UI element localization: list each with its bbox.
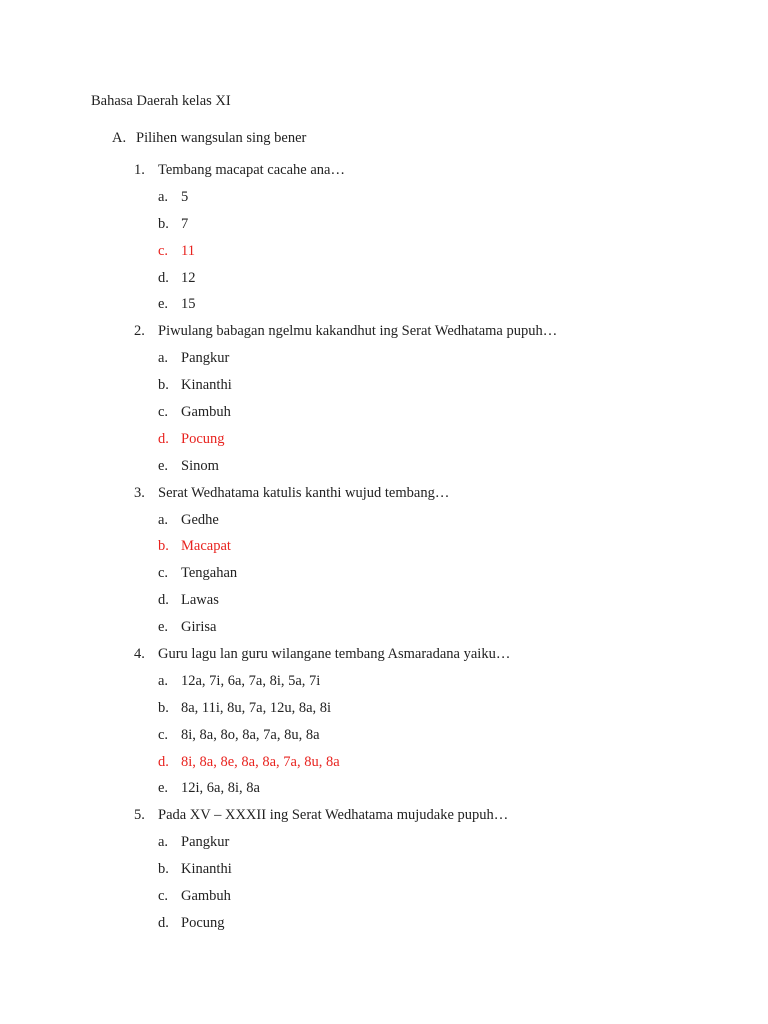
option-letter: c. [158,565,169,582]
answer-option [134,399,734,426]
option-letter: e. [158,619,169,636]
option-text: Gedhe [181,511,219,528]
answer-option [134,829,734,856]
option-text: 12 [181,269,196,286]
option-text: 15 [181,296,196,313]
answer-option [134,291,734,318]
answer-option-correct [134,426,734,453]
answer-option [134,856,734,883]
option-letter: c. [158,242,169,259]
answer-option [134,265,734,292]
option-letter: b. [158,377,169,394]
option-text: Sinom [181,457,219,474]
option-text: 7 [181,215,189,232]
option-letter: a. [158,834,169,851]
option-text: Girisa [181,619,217,636]
question-text: Serat Wedhatama katulis kanthi wujud tembang… [158,484,450,501]
answer-option [134,668,734,695]
question-line [134,480,734,507]
option-text: 8i, 8a, 8e, 8a, 8a, 7a, 8u, 8a [181,753,340,770]
document-title: Bahasa Daerah kelas XI [91,93,231,109]
option-text: Kinanthi [181,861,232,878]
option-text: Pocung [181,914,225,931]
question-text: Pada XV – XXXII ing Serat Wedhatama mujudake pupuh… [158,807,509,824]
question-number: 2. [134,323,145,340]
question-number: 1. [134,162,145,178]
option-letter: a. [158,188,169,205]
option-text: Gambuh [181,404,231,421]
answer-option-correct [134,238,734,265]
answer-option [134,507,734,534]
question-line [134,641,734,668]
option-letter: b. [158,215,169,232]
question-line [134,318,734,345]
option-letter: d. [158,914,169,931]
option-text: Lawas [181,592,219,609]
section-marker: A. [112,130,127,146]
option-letter: c. [158,404,169,421]
option-letter: d. [158,269,169,286]
answer-option [134,587,734,614]
question-item [134,480,734,641]
option-letter: d. [158,753,169,770]
answer-option [134,695,734,722]
answer-option [134,211,734,238]
answer-option-correct [134,749,734,776]
question-list [134,157,734,937]
option-text: Pangkur [181,350,230,367]
answer-option [134,775,734,802]
option-letter: d. [158,430,169,447]
section-label: Pilihen wangsulan sing bener [136,130,307,146]
question-number: 4. [134,646,145,663]
question-item [134,802,734,936]
question-number: 3. [134,484,145,501]
option-text: Kinanthi [181,377,232,394]
option-text: Pangkur [181,834,230,851]
option-text: 8a, 11i, 8u, 7a, 12u, 8a, 8i [181,699,332,716]
answer-option [134,560,734,587]
answer-option [134,453,734,480]
question-item [134,157,734,318]
question-text: Piwulang babagan ngelmu kakandhut ing Serat Wedhatama pupuh… [158,323,558,340]
option-letter: a. [158,511,169,528]
question-line [134,157,734,184]
option-letter: c. [158,726,169,743]
question-text: Tembang macapat cacahe ana… [158,162,345,178]
option-letter: e. [158,457,169,474]
option-letter: b. [158,861,169,878]
option-text: Gambuh [181,888,231,905]
answer-option [134,184,734,211]
option-text: 5 [181,188,189,205]
option-text: 11 [181,242,195,259]
option-text: 12a, 7i, 6a, 7a, 8i, 5a, 7i [181,672,321,689]
question-item [134,641,734,802]
section-heading [112,130,306,147]
option-letter: a. [158,350,169,367]
answer-option [134,910,734,937]
answer-option [134,722,734,749]
option-text: 12i, 6a, 8i, 8a [181,780,260,797]
question-text: Guru lagu lan guru wilangane tembang Asmaradana yaiku… [158,646,511,663]
answer-option [134,372,734,399]
option-text: Pocung [181,430,225,447]
answer-option [134,345,734,372]
option-letter: e. [158,296,169,313]
question-item [134,318,734,479]
answer-option [134,883,734,910]
answer-option-correct [134,533,734,560]
option-letter: b. [158,699,169,716]
question-number: 5. [134,807,145,824]
option-letter: c. [158,888,169,905]
option-text: Macapat [181,538,231,555]
option-letter: b. [158,538,169,555]
option-text: 8i, 8a, 8o, 8a, 7a, 8u, 8a [181,726,320,743]
question-line [134,802,734,829]
option-letter: e. [158,780,169,797]
option-text: Tengahan [181,565,238,582]
answer-option [134,614,734,641]
option-letter: a. [158,672,169,689]
option-letter: d. [158,592,169,609]
